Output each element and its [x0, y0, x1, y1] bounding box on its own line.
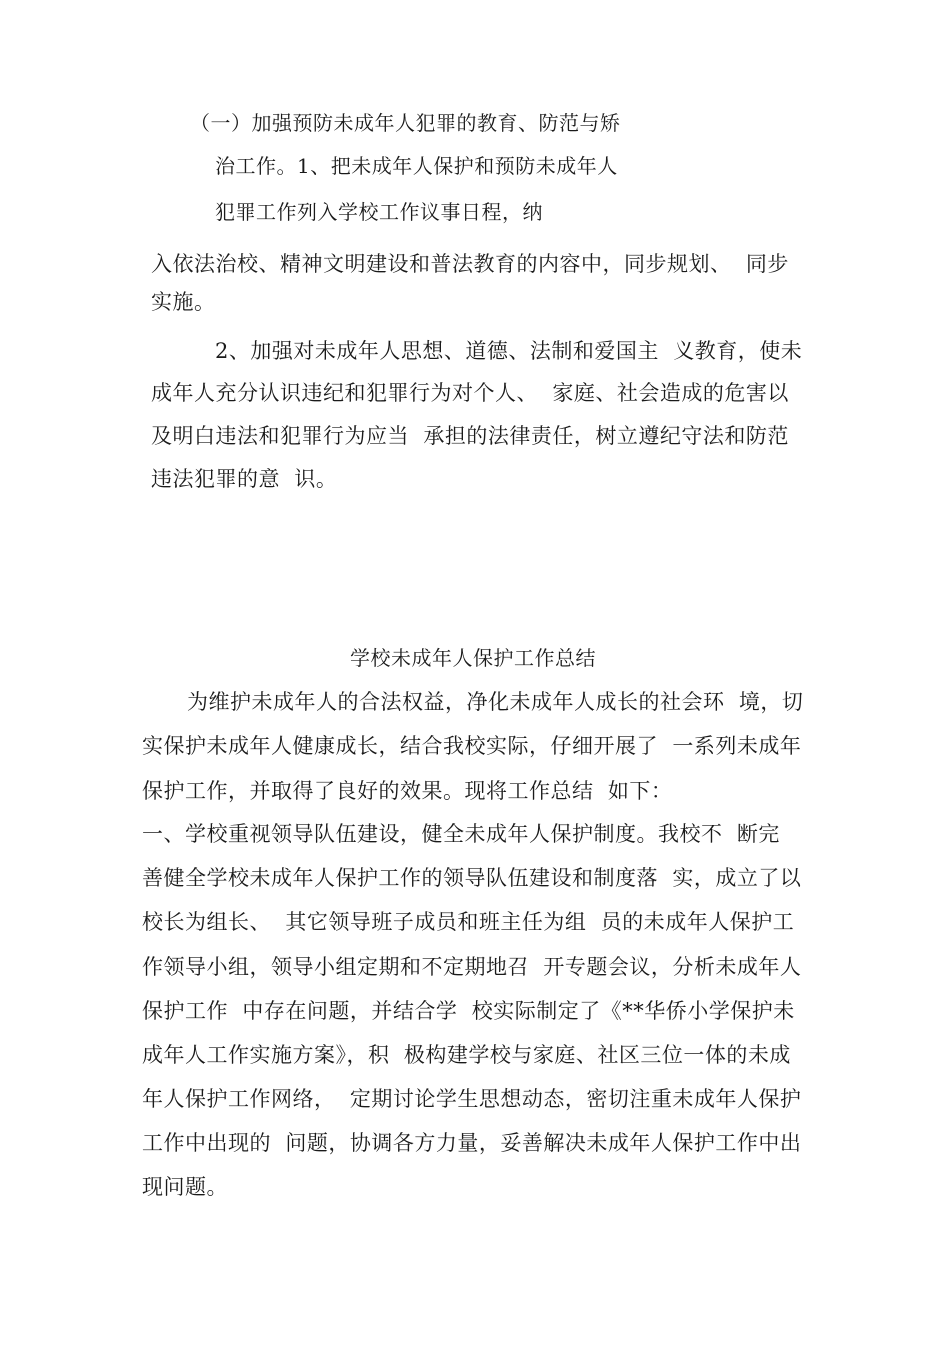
paragraph-line: 保护工作，并取得了良好的效果。现将工作总结 如下：: [142, 779, 673, 803]
paragraph-line: 善健全学校未成年人保护工作的领导队伍建设和制度落 实，成立了以: [142, 866, 802, 890]
paragraph-line: 作领导小组，领导小组定期和不定期地召 开专题会议，分析未成年人: [142, 955, 802, 979]
document-title: 学校未成年人保护工作总结: [350, 646, 596, 670]
paragraph-line: 实施。: [151, 290, 216, 314]
paragraph-line: 校长为组长、 其它领导班子成员和班主任为组 员的未成年人保护工: [142, 910, 795, 934]
paragraph-line: 成年人充分认识违纪和犯罪行为对个人、 家庭、社会造成的危害以: [151, 381, 789, 405]
paragraph-line: 2、加强对未成年人思想、道德、法制和爱国主 义教育，使未: [215, 339, 803, 363]
paragraph-line: 保护工作 中存在问题，并结合学 校实际制定了《**华侨小学保护未: [142, 999, 795, 1023]
paragraph-line: 年人保护工作网络， 定期讨论学生思想动态，密切注重未成年人保护: [142, 1087, 802, 1111]
paragraph-line: 实保护未成年人健康成长，结合我校实际，仔细开展了 一系列未成年: [142, 734, 802, 758]
paragraph-line: 一、学校重视领导队伍建设，健全未成年人保护制度。我校不 断完: [142, 822, 780, 846]
paragraph-line: 成年人工作实施方案》，积 极构建学校与家庭、社区三位一体的未成: [142, 1043, 791, 1067]
paragraph-line: 及明白违法和犯罪行为应当 承担的法律责任，树立遵纪守法和防范: [151, 424, 789, 448]
paragraph-line: 犯罪工作列入学校工作议事日程，纳: [215, 200, 543, 224]
paragraph-line: 治工作。1、把未成年人保护和预防未成年人: [215, 154, 618, 178]
paragraph-line: 为维护未成年人的合法权益，净化未成年人成长的社会环 境，切: [187, 690, 804, 714]
paragraph-line: 入依法治校、精神文明建设和普法教育的内容中，同步规划、 同步: [151, 252, 789, 276]
paragraph-line: 违法犯罪的意 识。: [151, 467, 338, 491]
paragraph-line: 现问题。: [142, 1175, 228, 1199]
paragraph-line: 工作中出现的 问题，协调各方力量，妥善解决未成年人保护工作中出: [142, 1131, 802, 1155]
paragraph-line: （一）加强预防未成年人犯罪的教育、防范与矫: [190, 111, 621, 135]
